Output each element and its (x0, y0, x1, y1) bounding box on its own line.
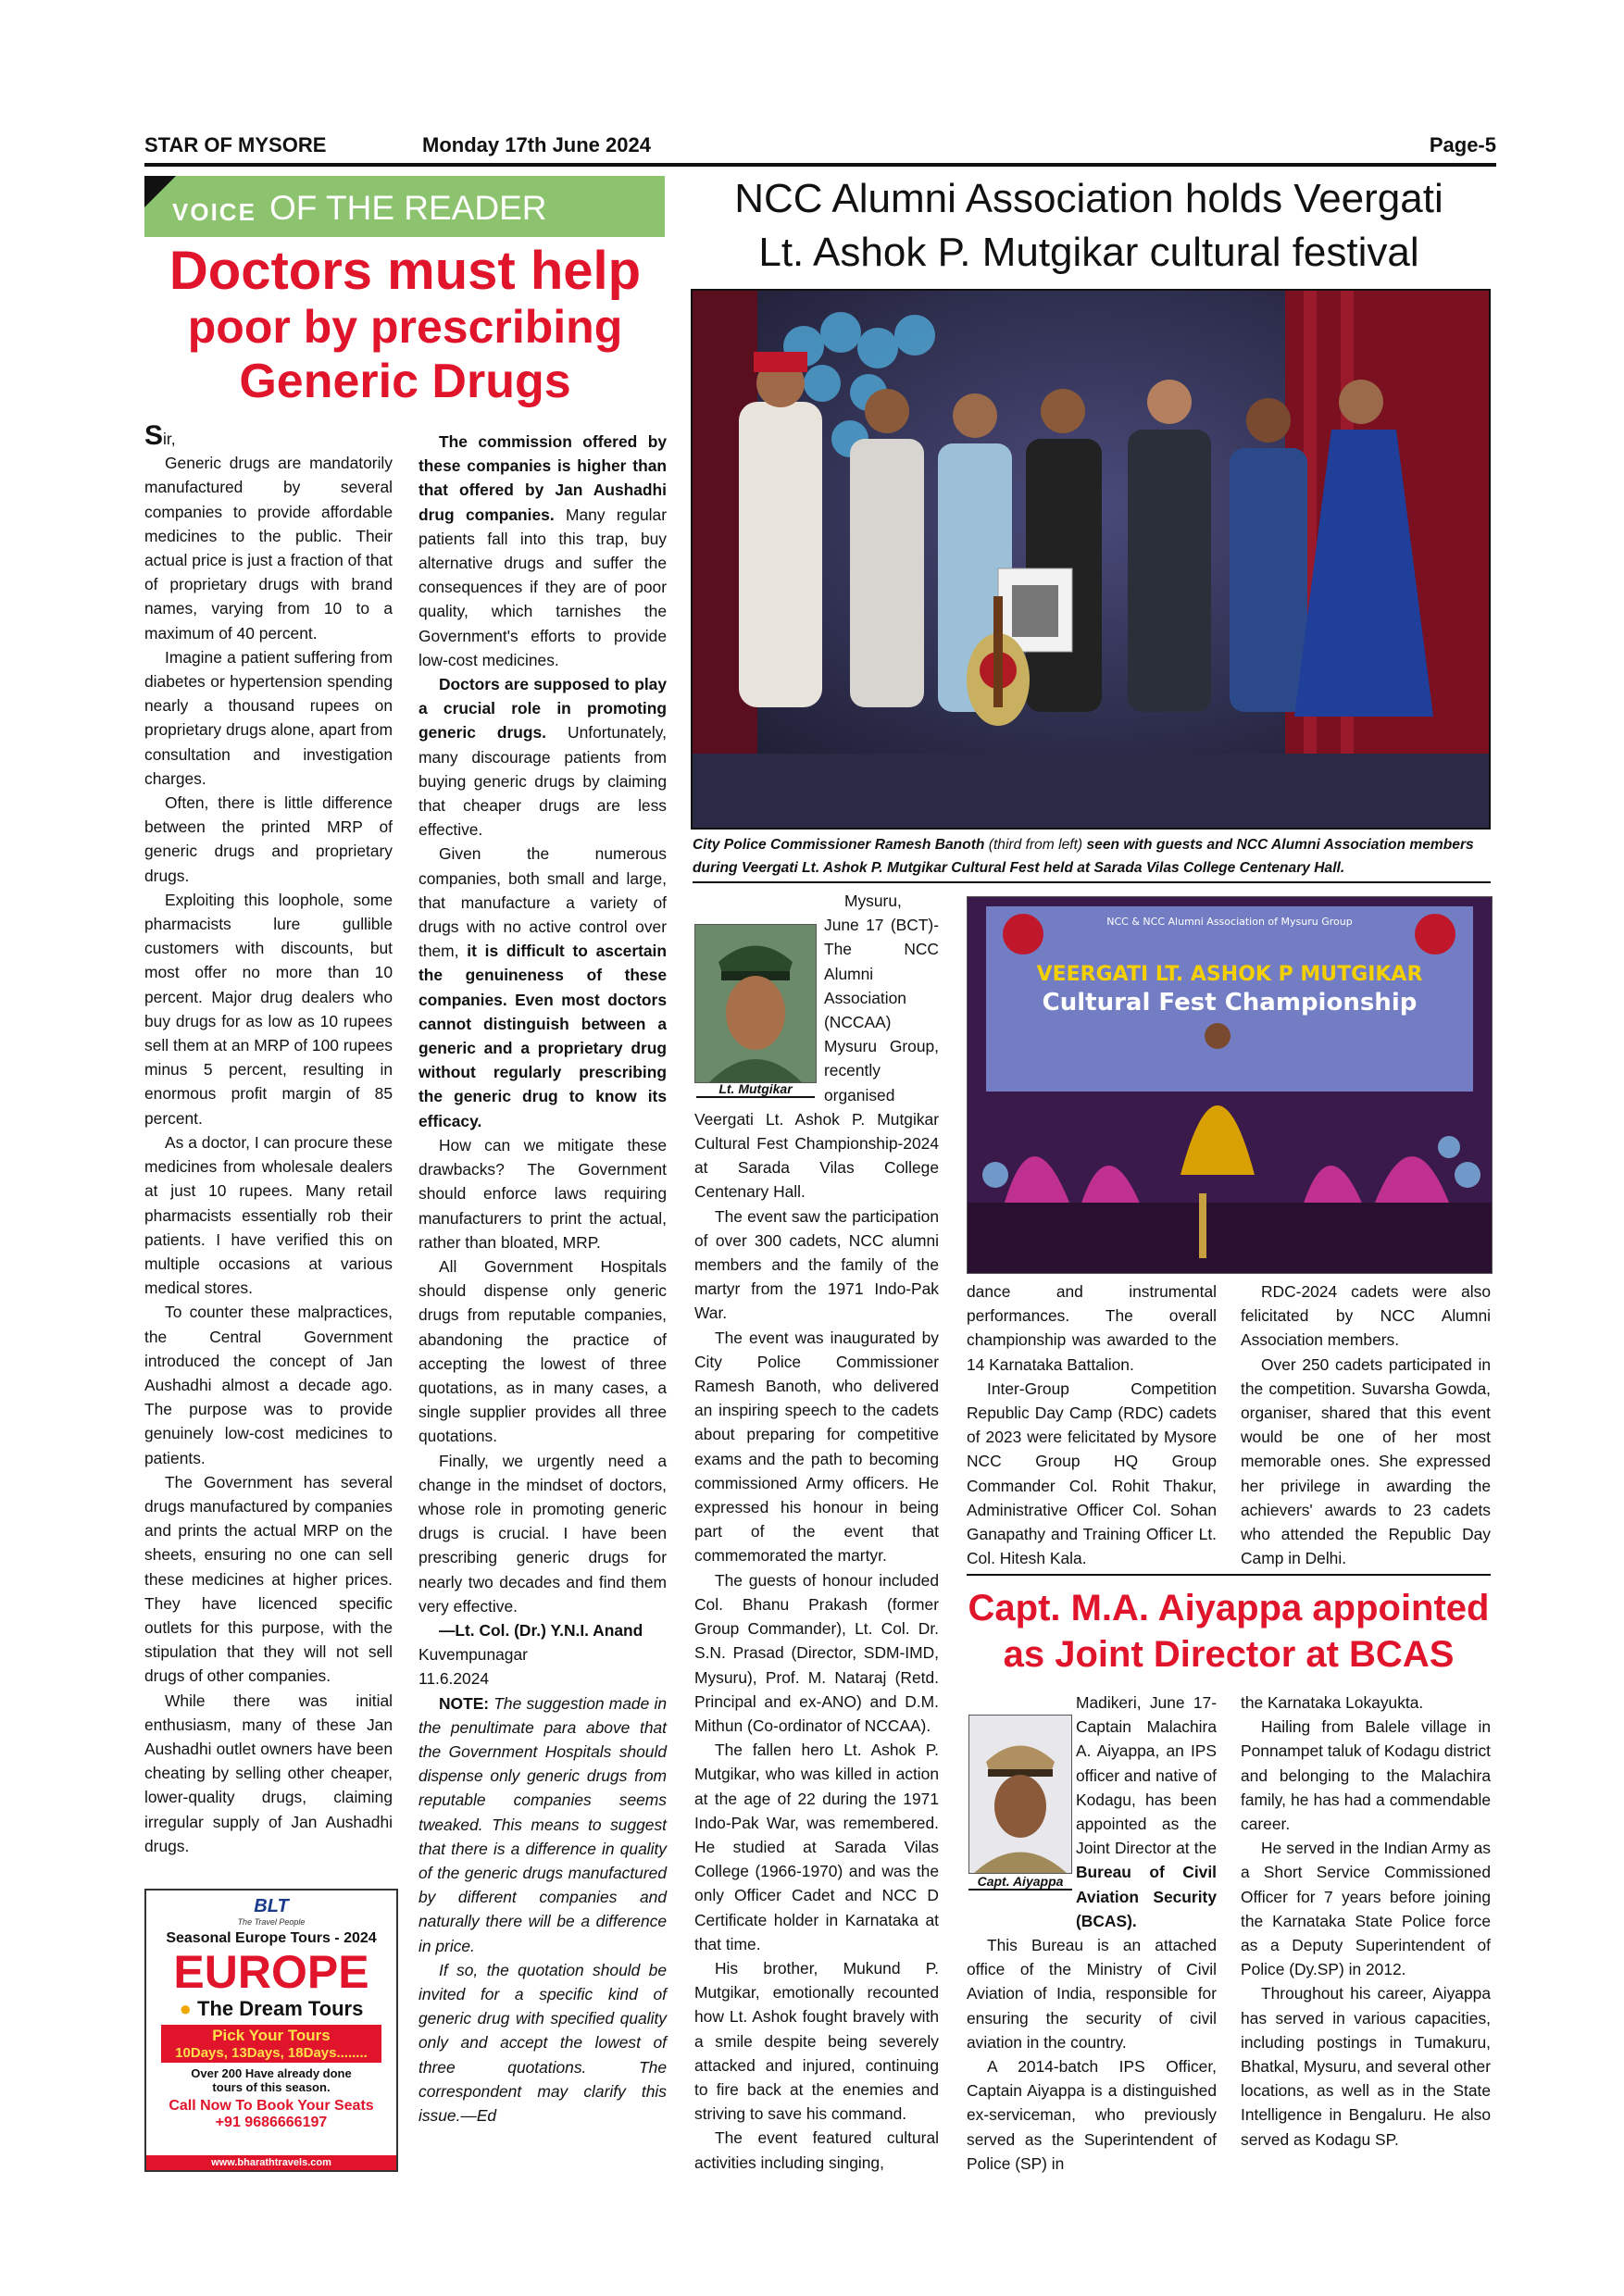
ncc-paragraph: The event saw the participation of over 300 cadets, NCC alumni members and the family of the martyr from the 1971 Indo-Pak War. (694, 1206, 939, 1323)
masthead (144, 131, 1496, 167)
letter-paragraph: To counter these malpractices, the Central Government introduced the concept of Jan Aushadhi almost a decade ago. The purpose was to provide genuinely low-cost medicines to patients. (144, 1303, 393, 1467)
ad-pick: Pick Your Tours (212, 2027, 331, 2044)
letter-paragraph: All Government Hospitals should dispense only generic drugs from reputable companies, abandoning the practice of accepting the lowest of three quotations, as in many cases, a single supplier provides all three quotations. (418, 1256, 667, 1446)
sun-icon: ● (179, 1997, 198, 2020)
signature-date: 11.6.2024 (418, 1669, 490, 1689)
bold-phrase: The commission offered by these companies is higher than that offered by Jan Aushadhi drug companies. (418, 432, 667, 524)
bcas-paragraph: Hailing from Balele village in Ponnampet taluk of Kodagu district and belonging to the Malachira family, he has had a commendable career. (1241, 1717, 1491, 1834)
ncc-column-b (967, 1279, 1217, 1570)
letter-headline (139, 243, 671, 409)
letter-paragraph: Generic drugs are mandatorily manufactured by several companies to provide affordable medicines to the public. Their actual price is just a fraction of that of proprietary drugs with brand names, varying from 10 to a maximum of 40 percent. (144, 454, 393, 643)
letter-paragraph: Often, there is little difference between the printed MRP of generic drugs and proprietary drugs. (144, 793, 393, 885)
salutation: Sir, (144, 420, 176, 451)
issue-date: Monday 17th June 2024 (422, 133, 651, 156)
ncc-photo-caption (693, 833, 1491, 883)
voice-label: VOICE (172, 198, 256, 226)
letter-text: Many regular patients fall into this trap, buy alternative drugs and suffer the consequences if they are of poor quality, which tarnishes the Government's efforts to provide low-cost medicines. (418, 505, 667, 669)
bcas-bold: Bureau of Civil Aviation Security (BCAS). (1076, 1863, 1217, 1930)
bcas-paragraph: A 2014-batch IPS Officer, Captain Aiyappa is a distinguished ex-serviceman, who previously served as the Superintendent of Police (SP) in (967, 2057, 1217, 2173)
bcas-paragraph: the Karnataka Lokayukta. (1241, 1693, 1424, 1712)
paper-name: STAR OF MYSORE (144, 133, 327, 156)
aiyappa-label: Capt. Aiyappa (968, 1874, 1072, 1890)
stage-banner-line2: VEERGATI LT. ASHOK P MUTGIKAR (1036, 963, 1423, 986)
ad-days: 10Days, 13Days, 18Days........ (175, 2045, 368, 2061)
letter-paragraph: Finally, we urgently need a change in the mindset of doctors, whose role in promoting generic drugs is crucial. I have been prescribing generic drugs for nearly two decades and find them very effective. (418, 1451, 667, 1616)
bcas-paragraph: He served in the Indian Army as a Short Service Commissioned Officer for 7 years before joining the Karnataka State Police force as a Deputy Superintendent of Police (Dy.SP) in 2012. (1241, 1839, 1491, 1979)
ncc-group-photo (691, 289, 1491, 830)
bcas-column-a (967, 1691, 1217, 2176)
europe-tours-ad[interactable] (144, 1889, 398, 2172)
stage-photo-illustration (968, 897, 1492, 1273)
ad-phone[interactable]: +91 9686666197 (215, 2115, 328, 2130)
ncc-stage-photo (967, 896, 1493, 1274)
ad-dream-tours (146, 1997, 396, 2021)
stage-banner-line1: NCC & NCC Alumni Association of Mysuru Group (1106, 916, 1353, 928)
signature: —Lt. Col. (Dr.) Y.N.I. Anand (439, 1620, 643, 1640)
letter-paragraph: The Government has several drugs manufactured by companies and prints the actual MRP on the sheets, ensuring no one can sell these medicines at higher prices. They have licenced specific outlets for this purpose, with the stipulation that they will not sell drugs of other companies. (144, 1472, 393, 1686)
bcas-text: Madikeri, June 17- Captain Malachira A. Aiyappa, an IPS officer and native of Kodagu, has been appointed as the Joint Director at the (1076, 1693, 1217, 1858)
mutgikar-label: Lt. Mutgikar (696, 1081, 815, 1098)
ad-line1: Seasonal Europe Tours - 2024 (166, 1930, 377, 1946)
ncc-headline-line2: Lt. Ashok P. Mutgikar cultural festival (758, 230, 1419, 275)
ad-booked2: tours of this season. (212, 2080, 331, 2094)
ncc-paragraph: The fallen hero Lt. Ashok P. Mutgikar, who was killed in action at the age of 22 during the 1971 Indo-Pak War, was remembered. He studied at Sarada Vilas College (1966-1970) and was the only Officer Cadet and NCC D Certificate holder in Karnataka at that time. (694, 1741, 939, 1953)
page-number: Page-5 (1429, 133, 1496, 156)
editor-note-2: If so, the quotation should be invited for a specific kind of generic drug with specified quality only and accept the lowest of three quotations. The correspondent may clarify this issue.—Ed (418, 1960, 667, 2126)
ad-booked1: Over 200 Have already done (191, 2066, 352, 2080)
ad-website[interactable]: www.bharathtravels.com (146, 2155, 396, 2170)
group-photo-illustration (693, 291, 1489, 828)
editor-note: The suggestion made in the penultimate para above that the Government Hospitals should dispense only generic drugs from reputable companies seems tweaked. This means to suggest that there is a difference in quality of the generic drugs manufactured by different companies and naturally there will be a difference in price. (418, 1693, 667, 1955)
section-divider (967, 1574, 1491, 1576)
bcas-paragraph: This Bureau is an attached office of the Ministry of Civil Aviation of India, responsible for ensuring the security of civil aviation in the country. (967, 1936, 1217, 2052)
letter-paragraph: How can we mitigate these drawbacks? The Government should enforce laws requiring manufacturers to print the actual, rather than bloated, MRP. (418, 1135, 667, 1252)
caption-name: City Police Commissioner Ramesh Banoth (693, 837, 985, 853)
note-label: NOTE: (439, 1693, 490, 1713)
ncc-paragraph: Over 250 cadets participated in the competition. Suvarsha Gowda, organiser, shared that this event would be one of her most memorable ones. She expressed her privilege in awarding the achievers' awards to 23 cadets who attended the Republic Day Camp in Delhi. (1241, 1354, 1491, 1568)
voice-of-reader-banner (144, 176, 665, 237)
ad-call: Call Now To Book Your Seats (169, 2098, 374, 2114)
ncc-column-a-body (694, 889, 939, 2175)
ncc-paragraph: The guests of honour included Col. Bhanu Prakash (former Group Commander), Lt. Col. Dr. S.N. Prasad (Director, SDM-IMD, Mysuru), Prof. M. Nataraj (Retd. Principal and ex-ANO) and D.M. Mithun (Co-ordinator of NCCAA). (694, 1570, 939, 1735)
portrait-spacer (967, 1713, 1076, 1918)
caption-note: (third from left) (984, 837, 1087, 853)
stage-banner-line3: Cultural Fest Championship (1042, 989, 1418, 1017)
ad-brand: BLT (254, 1896, 289, 1916)
ncc-paragraph: dance and instrumental performances. The overall championship was awarded to the 14 Karnataka Battalion. (967, 1282, 1217, 1374)
signature-place: Kuvempunagar (418, 1645, 528, 1665)
ncc-paragraph: Inter-Group Competition Republic Day Camp (RDC) cadets of 2023 were felicitated by Mysore NCC Group HQ Group Commander Col. Rohit Thakur, Administrative Officer Col. Sohan Ganapathy and Training Officer Lt. Col. Hitesh Kala. (967, 1379, 1217, 1568)
ad-dream-tours-text: The Dream Tours (197, 1997, 364, 2020)
ncc-paragraph: The event featured cultural activities including singing, (694, 2128, 939, 2172)
letter-paragraph: As a doctor, I can procure these medicines from wholesale dealers at just 10 rupees. Many retail pharmacists essentially rob their patients. I have verified this on multiple occasions at various medical stores. (144, 1132, 393, 1298)
letter-paragraph: Exploiting this loophole, some pharmacists lure gullible customers with discounts, but most offer no more than 10 percent. Major drug dealers who buy drugs for as low as 10 rupees sell them at an MRP of 100 rupees minus 5 percent, resulting in enormous profit margin of 85 percent. (144, 890, 393, 1128)
ncc-headline-line1: NCC Alumni Association holds Veergati (734, 176, 1443, 221)
caption-text: seen with guests and NCC Alumni Association members during Veergati Lt. Ashok P. Mutgikar Cultural Fest held at Sarada Vilas College Centenary Hall. (693, 837, 1474, 876)
bcas-headline (961, 1585, 1496, 1678)
ad-pick-box (161, 2025, 381, 2063)
ncc-column-c (1241, 1279, 1491, 1570)
bcas-headline-line1: Capt. M.A. Aiyappa appointed (968, 1588, 1490, 1628)
of-the-reader-label: OF THE READER (269, 189, 547, 227)
bold-phrase: Doctors are supposed to play a crucial role in promoting generic drugs. (418, 675, 667, 742)
ncc-paragraph: His brother, Mukund P. Mutgikar, emotionally recounted how Lt. Ashok fought bravely with a smile despite being severely attacked and injured, continuing to fire back at the enemies and striving to save his command. (694, 1958, 939, 2124)
ncc-paragraph: The event was inaugurated by City Police Commissioner Ramesh Banoth, who delivered an inspiring speech to the cadets about preparing for competitive exams and the path to becoming commissioned Army officers. He expressed his honour in being part of the event that commemorated the martyr. (694, 1328, 939, 1566)
letter-text: Given the numerous companies, both small and large, that manufacture a variety of drugs with no active control over them, (418, 844, 667, 961)
letter-headline-line1: Doctors must help (169, 241, 642, 301)
letter-headline-line3: Generic Drugs (239, 355, 571, 408)
letter-headline-line2: poor by prescribing (187, 301, 623, 353)
bcas-headline-line2: as Joint Director at BCAS (1003, 1634, 1455, 1675)
letter-text: Unfortunately, many discourage patients from buying generic drugs by claiming that cheaper drugs are less effective. (418, 723, 667, 840)
letter-column-2 (418, 430, 667, 2128)
ncc-headline (681, 172, 1496, 280)
bold-phrase: it is difficult to ascertain the genuineness of these companies. Even most doctors cannot distinguish between a generic and a proprietary drug without regularly prescribing the generic drug to know its efficacy. (418, 942, 668, 1130)
ncc-paragraph: RDC-2024 cadets were also felicitated by NCC Alumni Association members. (1241, 1282, 1491, 1350)
corner-triangle-icon (144, 176, 176, 207)
ad-tagline: The Travel People (237, 1917, 306, 1927)
bcas-paragraph: Throughout his career, Aiyappa has served in various capacities, including postings in Tumakuru, Bhatkal, Mysuru, and several other locations, as well as in the State Intelligence in Bengaluru. He also served as Kodagu SP. (1241, 1984, 1491, 2149)
bcas-column-b (1241, 1691, 1491, 2152)
portrait-spacer (694, 889, 824, 1104)
letter-paragraph: Imagine a patient suffering from diabetes or hypertension spending nearly a thousand rupees on proprietary drugs alone, apart from consultation and investigation charges. (144, 647, 393, 788)
letter-column-1 (144, 420, 393, 1858)
ad-europe: EUROPE (173, 1946, 369, 1998)
letter-paragraph: While there was initial enthusiasm, many of these Jan Aushadhi outlet owners have been cheating by selling other cheaper, lower-quality drugs, claiming irregular supply of Jan Aushadhi drugs. (144, 1691, 393, 1855)
ncc-paragraph: Mysuru, June 17 (BCT)- The NCC Alumni Association (NCCAA) Mysuru Group, recently organised Veergati Lt. Ashok P. Mutgikar Cultural Fest Championship-2024 at Sarada Vilas College Centenary Hall. (694, 892, 939, 1202)
